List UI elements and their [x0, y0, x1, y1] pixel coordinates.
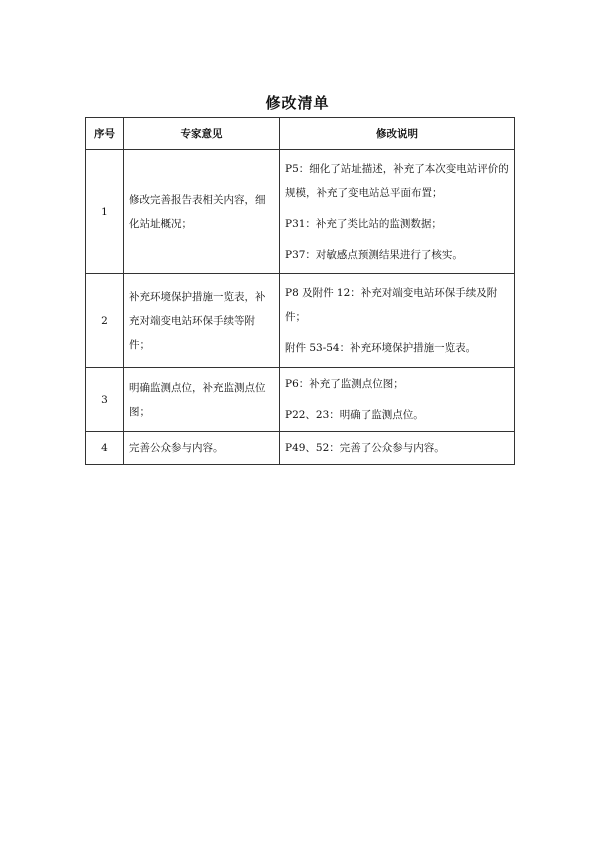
row-number: 3 [86, 368, 124, 432]
revision-cell [280, 368, 515, 432]
revision-cell [280, 432, 515, 465]
expert-opinion-cell: 补充环境保护措施一览表，补充对端变电站环保手续等附件； [124, 274, 280, 368]
expert-opinion-cell: 明确监测点位，补充监测点位图； [124, 368, 280, 432]
expert-opinion-cell: 完善公众参与内容。 [124, 432, 280, 465]
revision-table [85, 117, 515, 465]
revision-item: P49、52：完善了公众参与内容。 [285, 442, 445, 454]
revision-cell [280, 150, 515, 274]
revision-item: P8 及附件 12：补充对端变电站环保手续及附件； [285, 287, 498, 323]
revision-item: P22、23：明确了监测点位。 [285, 409, 424, 421]
header-number: 序号 [86, 118, 124, 150]
revision-item: P37：对敏感点预测结果进行了核实。 [285, 248, 463, 261]
revision-item: P31：补充了类比站的监测数据； [285, 217, 442, 230]
row-number: 4 [86, 432, 124, 465]
table-row [86, 150, 515, 274]
document-title: 修改清单 [265, 94, 330, 112]
revision-item: P5：细化了站址描述，补充了本次变电站评价的规模，补充了变电站总平面布置； [285, 162, 509, 199]
header-expert-opinion: 专家意见 [124, 118, 280, 150]
table-row [86, 274, 515, 368]
table-row [86, 432, 515, 465]
table-header-row [86, 118, 515, 150]
header-revision-notes: 修改说明 [280, 118, 515, 150]
revision-cell [280, 274, 515, 368]
row-number: 1 [86, 150, 124, 274]
revision-item: 附件 53-54：补充环境保护措施一览表。 [285, 342, 477, 354]
table-row [86, 368, 515, 432]
revision-item: P6：补充了监测点位图； [285, 378, 404, 390]
expert-opinion-cell: 修改完善报告表相关内容，细化站址概况； [124, 150, 280, 274]
row-number: 2 [86, 274, 124, 368]
